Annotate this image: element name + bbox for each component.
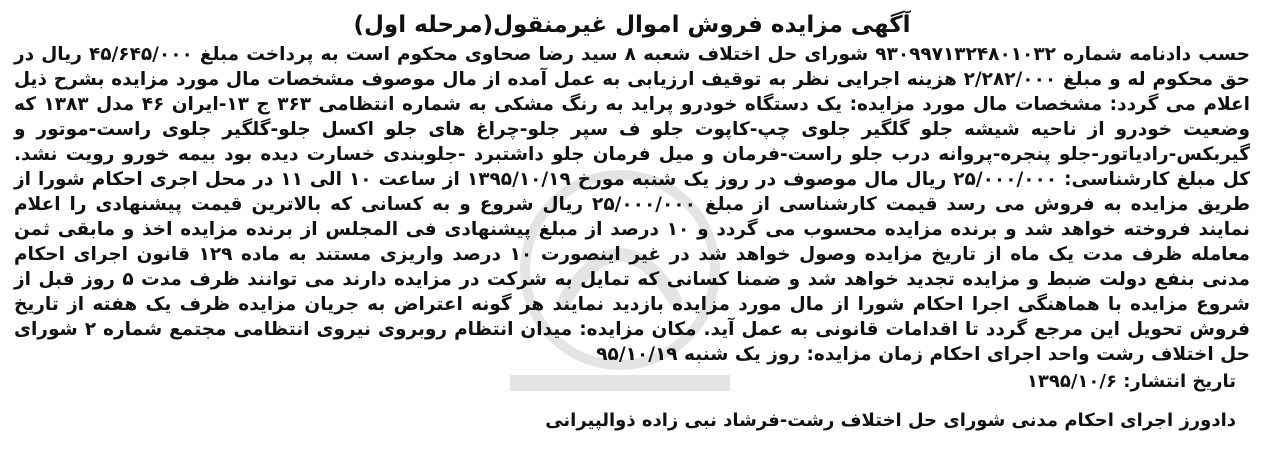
publish-date: تاریخ انتشار: ۱۳۹۵/۱۰/۶ xyxy=(1026,371,1236,392)
notice-title: آگهی مزایده فروش اموال غیرمنقول(مرحله اول) xyxy=(353,12,911,38)
notice-body: حسب دادنامه شماره ۹۳۰۹۹۷۱۳۲۴۸۰۱۰۳۲ شورای حل اختلاف شعبه ۸ سید رضا صحاوی محکوم است به پرداخت مبلغ ۴۵/۶۴۵/۰۰۰ ریال در حق محکوم له و مبلغ ۲/۲۸۲/۰۰۰ هزینه اجرایی نظر به توقیف ارزیابی به عمل آمده از مال موصوف مشخصات مال مورد مزایده بشرح ذیل اعلام می گردد: مشخصات مال مورد مزایده: یک دستگاه خودرو پراید به رنگ مشکی به شماره انتظامی ۳۶۳ ج ۱۳-ایران ۴۶ مدل ۱۳۸۳ که وضعیت خودرو از ناحیه شیشه جلو گلگیر جلوی چپ-کاپوت جلو ف سپر جلو-چراغ های جلو اکسل جلو-گلگیر جلوی راست-موتور و گیربکس-رادیاتور-جلو پنجره-پروانه درب جلو راست-فرمان و میل فرمان جلو داشتبرد -جلوبندی خسارت دیده بود بیمه خورو رویت نشد. کل مبلغ کارشناسی: ۲۵/۰۰۰/۰۰۰ ریال مال موصوف در روز یک شنبه مورخ ۱۳۹۵/۱۰/۱۹ از ساعت ۱۰ الی ۱۱ در محل اجری احکام شورا از طریق مزایده به فروش می رسد قیمت کارشناسی از مبلغ ۲۵/۰۰۰/۰۰۰ ریال شروع و به کسانی که بالاترین قیمت پیشنهادی را اعلام نمایند فروخته خواهد شد و برنده مزایده محسوب می گردد و ۱۰ درصد از مبلغ پیشنهادی فی المجلس از برنده مزایده اخذ و مابقی ثمن معامله ظرف مدت یک ماه از تاریخ مزایده وصول خواهد شد در غیر اینصورت ۱۰ درصد واریزی مستند به ماده ۱۲۹ قانون اجرای احکام مدنی بنفع دولت ضبط و مزایده تجدید خواهد شد و ضمنا کسانی که تمایل به شرکت در مزایده دارند می توانند ظرف مدت ۵ روز قبل از شروع مزایده با هماهنگی اجرا احکام شورا از مال مورد مزایده بازدید نمایند هر گونه اعتراض به جریان مزایده ظرف یک هفته از تاریخ فروش تحویل این مرجع گردد تا اقدامات قانونی به عمل آید. مکان مزایده: میدان انتظام روبروی نیروی انتظامی مجتمع شماره ۲ شورای حل اختلاف رشت واحد اجرای احکام زمان مزایده: روز یک شنبه ۹۵/۱۰/۱۹ xyxy=(14,44,1250,365)
auction-notice xyxy=(14,10,1250,442)
signature-line: دادورز اجرای احکام مدنی شورای حل اختلاف رشت-فرشاد نبی زاده ذوالپیرانی xyxy=(545,410,1236,431)
